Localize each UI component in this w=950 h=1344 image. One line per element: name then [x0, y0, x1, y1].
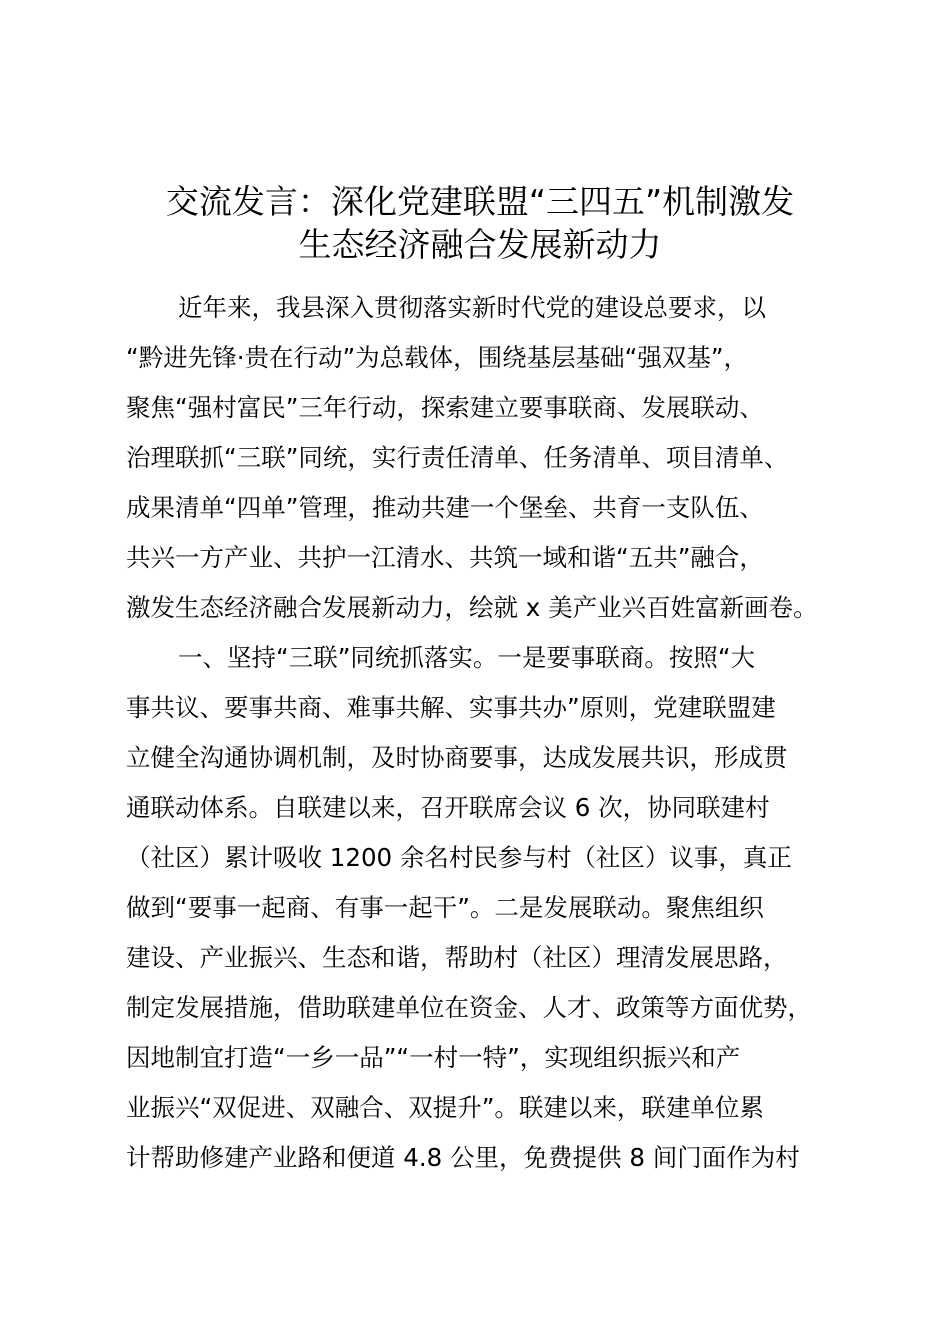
paragraph-line: 共兴一方产业、共护一江清水、共筑一域和谐“五共”融合，	[126, 543, 764, 572]
paragraph-line: （社区）累计吸收 1200 余名村民参与村（社区）议事，真正	[126, 843, 792, 872]
paragraph-line: 通联动体系。自联建以来，召开联席会议 6 次，协同联建村	[126, 793, 770, 822]
paragraph-line: 聚焦“强村富民”三年行动，探索建立要事联商、发展联动、	[126, 393, 764, 422]
paragraph-line: 制定发展措施，借助联建单位在资金、人才、政策等方面优势，	[126, 993, 812, 1022]
document-body	[126, 283, 866, 1183]
paragraph-line: 建设、产业振兴、生态和谐，帮助村（社区）理清发展思路，	[126, 943, 788, 972]
paragraph-line: 激发生态经济融合发展新动力，绘就 x 美产业兴百姓富新画卷。	[126, 593, 818, 622]
paragraph-line: 近年来，我县深入贯彻落实新时代党的建设总要求，以	[178, 293, 766, 322]
paragraph-line: 治理联抓“三联”同统，实行责任清单、任务清单、项目清单、	[126, 443, 789, 472]
paragraph-line: 业振兴“双促进、双融合、双提升”。联建以来，联建单位累	[126, 1093, 764, 1122]
title-line-2: 生态经济融合发展新动力	[298, 225, 662, 264]
paragraph-line: 成果清单“四单”管理，推动共建一个堡垒、共育一支队伍、	[126, 493, 764, 522]
paragraph-line: 事共议、要事共商、难事共解、实事共办”原则，党建联盟建	[126, 693, 776, 722]
paragraph-line: 计帮助修建产业路和便道 4.8 公里，免费提供 8 间门面作为村	[126, 1143, 800, 1172]
paragraph-line: 立健全沟通协调机制，及时协商要事，达成发展共识，形成贯	[126, 743, 788, 772]
section-heading-line: 一、坚持“三联”同统抓落实。一是要事联商。按照“大	[178, 643, 756, 672]
document-title	[100, 180, 860, 266]
paragraph-line: “黔进先锋·贵在行动”为总载体，围绕基层基础“强双基”，	[126, 343, 749, 372]
paragraph-line: 做到“要事一起商、有事一起干”。二是发展联动。聚焦组织	[126, 893, 764, 922]
paragraph-line: 因地制宜打造“一乡一品”“一村一特”，实现组织振兴和产	[126, 1043, 741, 1072]
title-line-1: 交流发言：深化党建联盟“三四五”机制激发	[165, 182, 795, 221]
